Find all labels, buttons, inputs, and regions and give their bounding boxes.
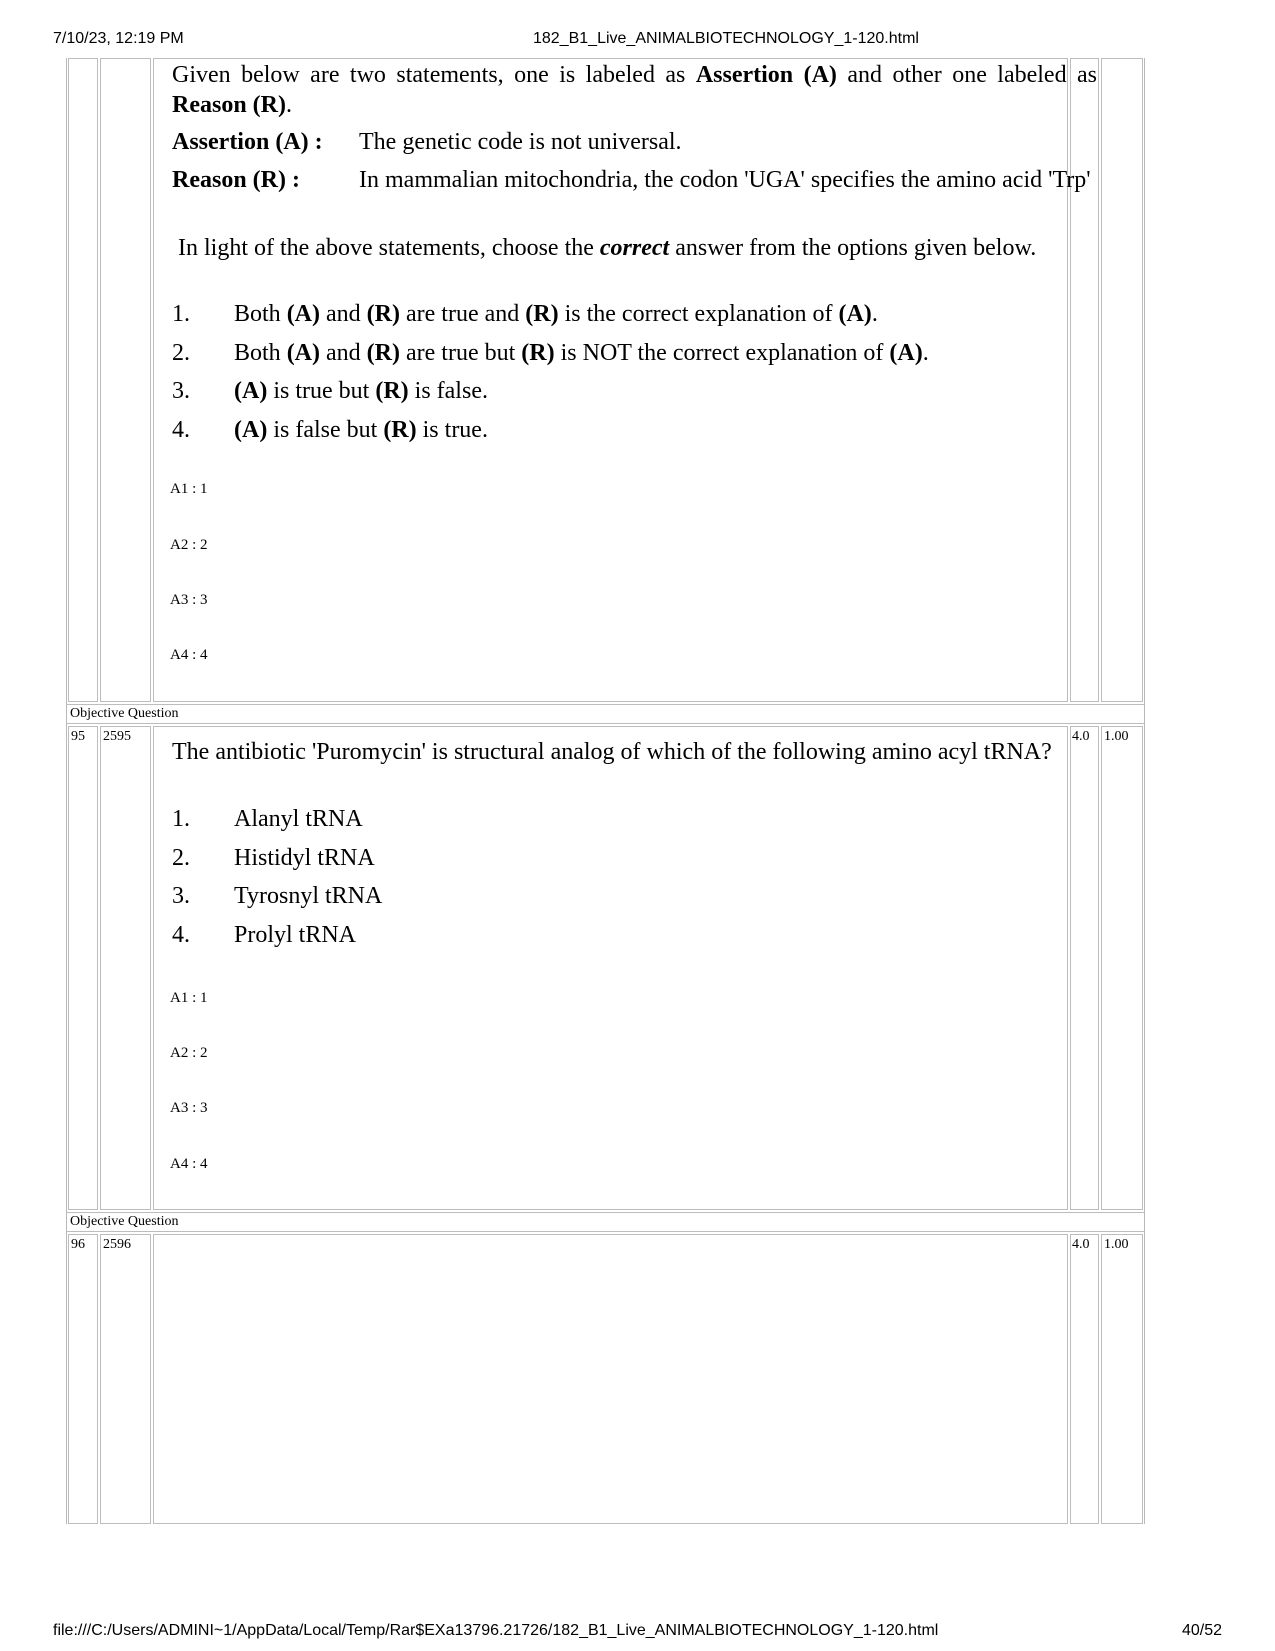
table-left-border [66, 58, 67, 1524]
q95-question: The antibiotic 'Puromycin' is structural analog of which of the following amino acyl tRNA? [172, 739, 1052, 765]
print-footer [0, 1622, 1275, 1642]
q96-marks: 4.0 [1072, 1237, 1090, 1252]
q96-qid: 2596 [103, 1237, 131, 1252]
q95-answer-2: A2 : 2 [170, 1045, 208, 1061]
q94-answer-2: A2 : 2 [170, 537, 208, 553]
q96-type-label: Objective Question [70, 1214, 179, 1229]
q94-instruction: In light of the above statements, choose the correct answer from the options given below. [178, 235, 1037, 261]
q96-neg: 1.00 [1104, 1237, 1129, 1252]
q94-serial-cell [68, 58, 98, 702]
q94-answer-3: A3 : 3 [170, 592, 208, 608]
print-doc-title: 182_B1_Live_ANIMALBIOTECHNOLOGY_1-120.html [533, 30, 919, 47]
q95-neg-cell [1101, 726, 1143, 1210]
q94-answer-1: A1 : 1 [170, 481, 208, 497]
q95-neg: 1.00 [1104, 729, 1129, 744]
q94-assertion-label: Assertion (A) : [172, 129, 323, 155]
q96-serial: 96 [71, 1237, 85, 1252]
q95-marks: 4.0 [1072, 729, 1090, 744]
q95-qid: 2595 [103, 729, 131, 744]
q96-neg-cell [1101, 1234, 1143, 1524]
q95-serial: 95 [71, 729, 85, 744]
q95-answer-1: A1 : 1 [170, 990, 208, 1006]
q96-serial-cell [68, 1234, 98, 1524]
print-datetime: 7/10/23, 12:19 PM [53, 30, 184, 47]
q94-intro: Given below are two statements, one is labeled as Assertion (A) and other one labeled as Reason (R). [172, 62, 1098, 118]
table-right-border [1144, 58, 1145, 1524]
q95-answer-3: A3 : 3 [170, 1100, 208, 1116]
q95-type-label: Objective Question [70, 706, 179, 721]
q96-question-cell [153, 1234, 1068, 1524]
q95-marks-cell [1070, 726, 1099, 1210]
q94-qid-cell [100, 58, 151, 702]
q94-assertion-text: The genetic code is not universal. [359, 129, 682, 155]
q95-type-row [66, 704, 1145, 724]
print-header [0, 30, 1275, 50]
q96-type-row [66, 1212, 1145, 1232]
print-page-number: 40/52 [1181, 1622, 1222, 1639]
q94-answer-4: A4 : 4 [170, 647, 208, 663]
q95-serial-cell [68, 726, 98, 1210]
q96-qid-cell [100, 1234, 151, 1524]
q96-marks-cell [1070, 1234, 1099, 1524]
q94-marks-cell [1070, 58, 1099, 702]
q94-reason-text: In mammalian mitochondria, the codon 'UGA' specifies the amino acid 'Trp' [359, 167, 1091, 193]
q94-reason-label: Reason (R) : [172, 167, 300, 193]
q94-reason-row [172, 166, 1097, 228]
print-file-path: file:///C:/Users/ADMINI~1/AppData/Local/Temp/Rar$EXa13796.21726/182_B1_Live_ANIMALBIOTECHNOLOGY_1-120.html [53, 1622, 939, 1639]
q95-qid-cell [100, 726, 151, 1210]
q95-answer-4: A4 : 4 [170, 1156, 208, 1172]
q94-neg-cell [1101, 58, 1143, 702]
q95-question-cell [153, 726, 1068, 1210]
